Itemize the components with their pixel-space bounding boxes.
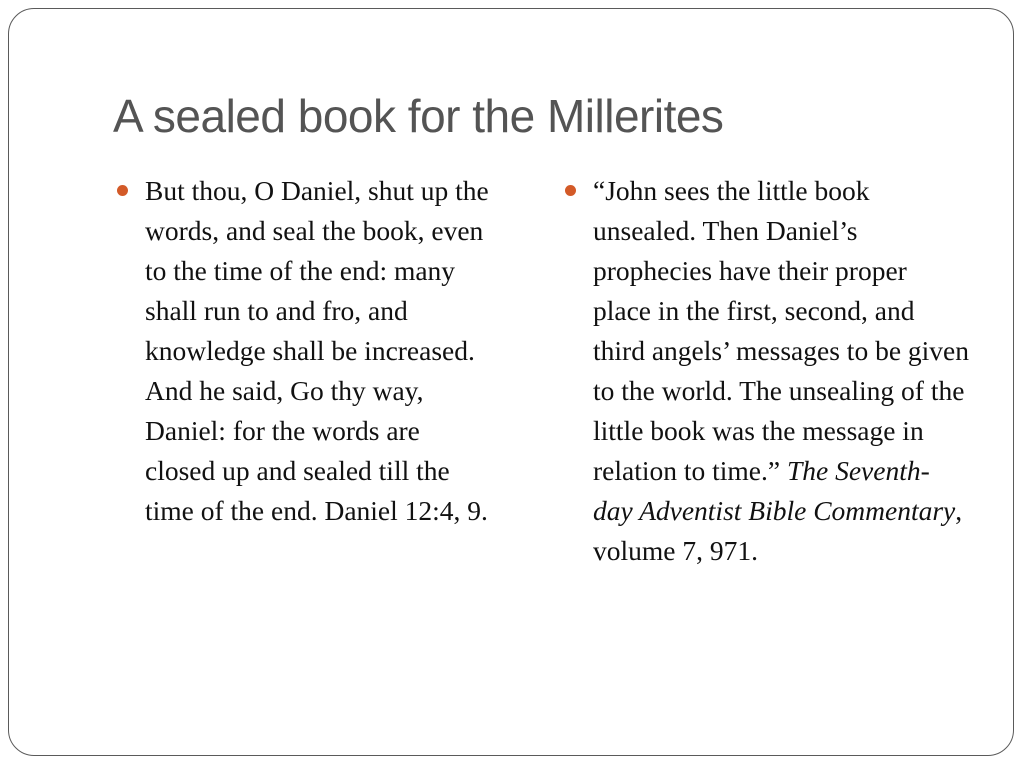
bullet-item-commentary-quote (565, 171, 969, 571)
slide (8, 8, 1014, 756)
bullet-text: But thou, O Daniel, shut up the words, and seal the book, even to the time of the end: many shall run to and fro, and knowledge shall be increased. And he said, Go thy way, Daniel: for the words are closed up and sealed till the time of the end. Daniel 12:4, 9. (145, 175, 489, 526)
source-suffix: , volume 7, 971. (593, 495, 963, 566)
left-column (117, 171, 497, 531)
source-title: The Seventh-day Adventist Bible Commentary (593, 455, 956, 526)
bullet-item-daniel-quote (117, 171, 497, 531)
bullet-dot-icon (117, 185, 128, 196)
bullet-dot-icon (565, 185, 576, 196)
right-column (565, 171, 969, 571)
slide-title: A sealed book for the Millerites (113, 90, 724, 142)
bullet-quote-text: “John sees the little book unsealed. Then Daniel’s prophecies have their proper place in the first, second, and third angels’ messages to be given to the world. The unsealing of the little book was the message in relation to time.” (593, 175, 969, 486)
